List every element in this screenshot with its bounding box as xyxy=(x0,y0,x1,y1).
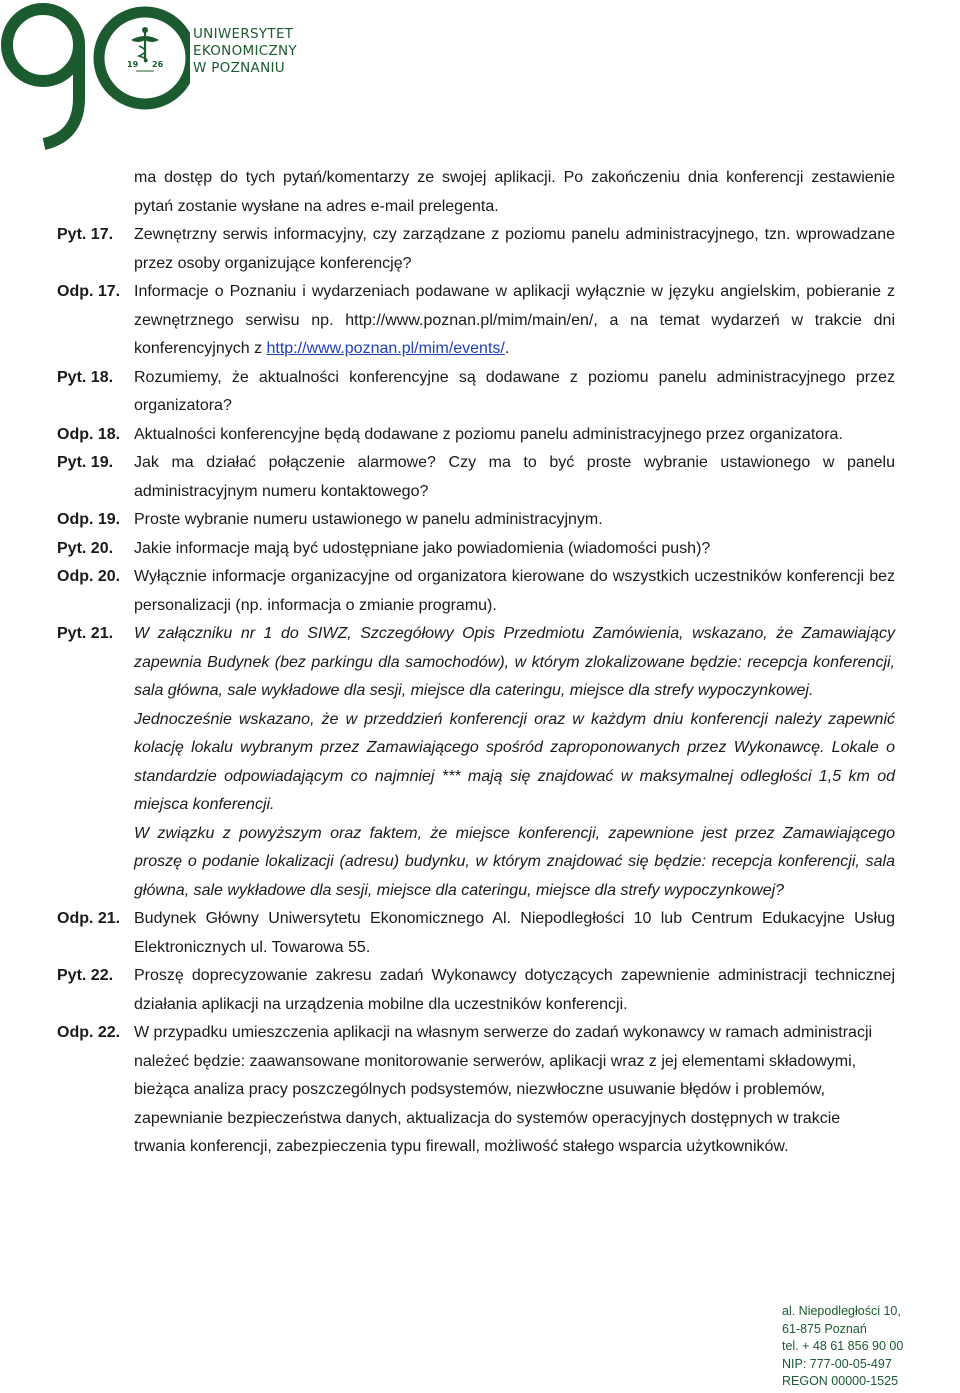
answer-text: Budynek Główny Uniwersytetu Ekonomicznego Al. Niepodległości 10 lub Centrum Edukacyjne Usług Elektronicznych ul. Towarowa 55. xyxy=(134,910,895,956)
answer-text: Aktualności konferencyjne będą dodawane z poziomu panelu administracyjnego przez organizatora. xyxy=(134,425,843,443)
question-text: Rozumiemy, że aktualności konferencyjne są dodawane z poziomu panelu administracyjnego przez organizatora? xyxy=(134,368,895,414)
events-link[interactable]: http://www.poznan.pl/mim/events/ xyxy=(266,340,505,357)
question-label: Pyt. 20. xyxy=(57,539,114,557)
answer-text xyxy=(134,278,895,364)
question-text: Proszę doprecyzowanie zakresu zadań Wykonawcy dotyczących zapewnienie administracji technicznej działania aplikacji na urządzenia mobilne dla uczestników konferencji. xyxy=(134,967,895,1013)
question-label: Pyt. 22. xyxy=(57,967,114,984)
intro-paragraph: ma dostęp do tych pytań/komentarzy ze swojej aplikacji. Po zakończeniu dnia konferencji zestawienie pytań zostanie wysłane na adres e-mail prelegenta. xyxy=(134,169,895,215)
answer-text: Proste wybranie numeru ustawionego w panelu administracyjnym. xyxy=(134,511,603,528)
question-21-paragraph-2: Jednocześnie wskazano, że w przeddzień konferencji oraz w każdym dniu konferencji należy zapewnić kolację lokalu wybranym przez Zamawiającego spośród zaproponowanych przez Wykonawcę. Lokale o standardzie odpowiadającym co najmniej *** mają się znajdować w maksymalnej odległości 1,5 km od miejsca konferencji. xyxy=(134,710,895,813)
answer-19 xyxy=(57,506,895,535)
question-text: W załączniku nr 1 do SIWZ, Szczegółowy Opis Przedmiotu Zamówienia, wskazano, że Zamawiający zapewnia Budynek (bez parkingu dla samochodów), w którym zlokalizowane będzie: recepcja konferencji, sala główna, sale wykładowe dla sesji, miejsce dla cateringu, miejsce dla strefy wypoczynkowej. xyxy=(134,625,895,699)
answer-17-end: . xyxy=(504,340,510,357)
answer-17 xyxy=(57,278,895,364)
answer-label: Odp. 17. xyxy=(57,283,121,300)
footer-city: 61-875 Poznań xyxy=(782,1321,867,1336)
answer-20 xyxy=(57,563,895,620)
logo-line-2: EKONOMICZNY xyxy=(193,43,297,59)
answer-text: W przypadku umieszczenia aplikacji na własnym serwerze do zadań wykonawcy w ramach administracji należeć będzie: zaawansowane monitorowanie serwerów, aplikacji wraz z jej elementami składowymi, bieżąca analiza pracy poszczególnych podsystemów, niezwłoczne usuwanie błędów i problemów, zapewnianie bezpieczeństwa danych, aktualizacja do systemów operacyjnych dostępnych w trakcie trwania konferencji, zabezpieczenia typu firewall, możliwość stałego wsparcia użytkowników. xyxy=(134,1024,873,1155)
question-18 xyxy=(57,364,895,421)
logo-year-left: 19 xyxy=(127,60,139,69)
question-20 xyxy=(57,535,895,564)
logo-year-right: 26 xyxy=(152,60,164,69)
question-text: Jakie informacje mają być udostępniane jako powiadomienia (wiadomości push)? xyxy=(134,539,711,557)
question-21 xyxy=(57,620,895,706)
footer-regon: REGON 00000-1525 xyxy=(782,1374,899,1388)
question-19 xyxy=(57,449,895,506)
logo-line-3: W POZNANIU xyxy=(193,60,285,76)
logo-line-1: UNIWERSYTET xyxy=(193,26,294,42)
university-90-logo xyxy=(0,0,190,150)
question-22 xyxy=(57,962,895,1019)
answer-22 xyxy=(57,1019,895,1162)
answer-label: Odp. 22. xyxy=(57,1024,121,1041)
answer-18 xyxy=(57,421,895,450)
page-header xyxy=(0,0,960,150)
question-21-paragraph-3: W związku z powyższym oraz faktem, że miejsce konferencji, zapewnione jest przez Zamawiającego proszę o podanie lokalizacji (adresu) budynku, w którym znajdować się będzie: recepcja konferencji, sala główna, sale wykładowe dla sesji, miejsce dla cateringu, miejsce dla strefy wypoczynkowej? xyxy=(134,824,895,899)
footer-nip: NIP: 777-00-05-497 xyxy=(782,1356,892,1371)
answer-text: Wyłącznie informacje organizacyjne od organizatora kierowane do wszystkich uczestników konferencji bez personalizacji (np. informacja o zmianie programu). xyxy=(134,568,895,614)
question-label: Pyt. 18. xyxy=(57,368,114,386)
question-text: Zewnętrzny serwis informacyjny, czy zarządzane z poziomu panelu administracyjnego, tzn. wprowadzane przez osoby organizujące konferencję? xyxy=(134,226,895,272)
footer-address xyxy=(782,1303,903,1391)
answer-21 xyxy=(57,905,895,962)
answer-label: Odp. 19. xyxy=(57,511,121,528)
answer-label: Odp. 21. xyxy=(57,910,121,927)
question-label: Pyt. 21. xyxy=(57,625,114,642)
question-17 xyxy=(57,221,895,278)
footer-phone: tel. + 48 61 856 90 00 xyxy=(782,1339,904,1353)
question-text: Jak ma działać połączenie alarmowe? Czy ma to być proste wybranie ustawionego w panelu administracyjnym numeru kontaktowego? xyxy=(134,454,895,500)
footer-street: al. Niepodległości 10, xyxy=(782,1304,901,1318)
answer-17-body: Informacje o Poznaniu i wydarzeniach podawane w aplikacji wyłącznie w języku angielskim, pobieranie z zewnętrznego serwisu np. http://www.poznan.pl/mim/main/en/, a na temat wydarzeń w trakcie dni konferencyjnych z xyxy=(134,283,895,357)
answer-label: Odp. 18. xyxy=(57,425,121,443)
answer-label: Odp. 20. xyxy=(57,568,121,585)
logo-text xyxy=(193,26,297,77)
question-label: Pyt. 19. xyxy=(57,454,114,471)
document-body xyxy=(57,164,895,1162)
question-label: Pyt. 17. xyxy=(57,226,114,243)
